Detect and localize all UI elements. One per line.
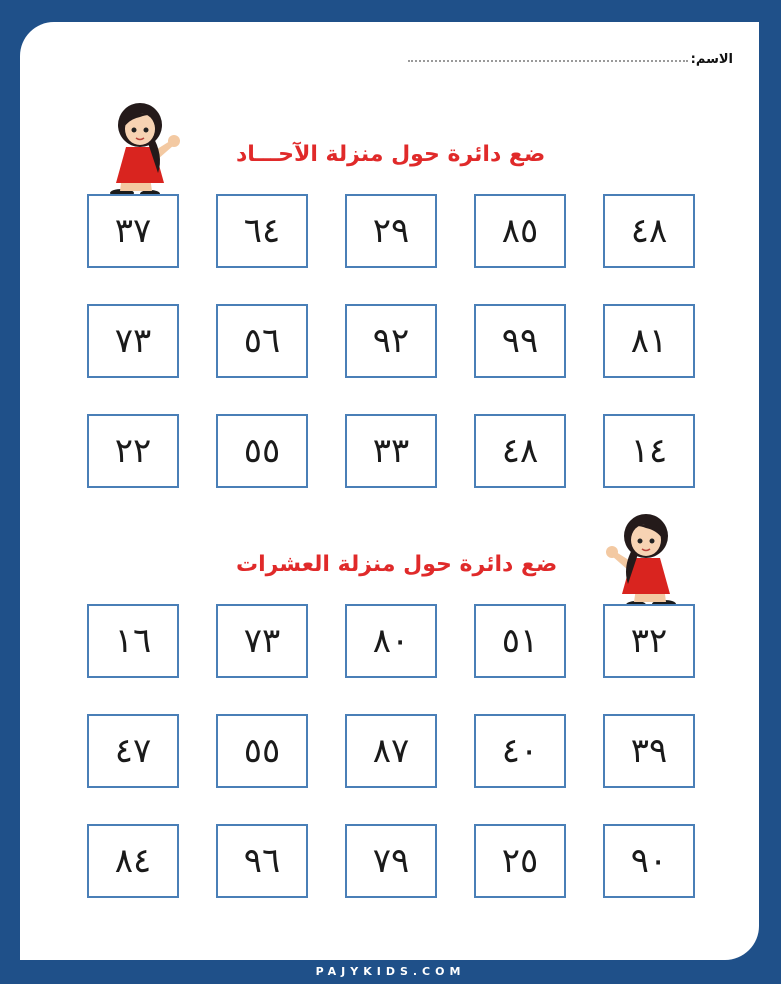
number-box[interactable]: ١٤ (603, 414, 695, 488)
number-box[interactable]: ٣٢ (603, 604, 695, 678)
number-box[interactable]: ٥٥ (216, 414, 308, 488)
number-box[interactable]: ٤٧ (87, 714, 179, 788)
number-box[interactable]: ٩٦ (216, 824, 308, 898)
number-box[interactable]: ٥٦ (216, 304, 308, 378)
girl-icon (100, 95, 190, 200)
number-box[interactable]: ٨٥ (474, 194, 566, 268)
number-box[interactable]: ٩٩ (474, 304, 566, 378)
number-box[interactable]: ٨٤ (87, 824, 179, 898)
number-box[interactable]: ١٦ (87, 604, 179, 678)
section2-grid (86, 604, 695, 900)
number-box[interactable]: ٤٨ (474, 414, 566, 488)
number-box[interactable]: ٨٧ (345, 714, 437, 788)
name-input-line[interactable] (408, 60, 688, 62)
girl-illustration-1 (100, 95, 190, 204)
number-box[interactable]: ٤٠ (474, 714, 566, 788)
number-box[interactable]: ٧٩ (345, 824, 437, 898)
girl-illustration-2 (596, 506, 686, 615)
number-box[interactable]: ٥١ (474, 604, 566, 678)
number-box[interactable]: ٣٧ (87, 194, 179, 268)
number-box[interactable]: ٤٨ (603, 194, 695, 268)
number-box[interactable]: ٨٠ (345, 604, 437, 678)
section2-heading: ضع دائرة حول منزلة العشرات (236, 552, 558, 577)
number-box[interactable]: ٦٤ (216, 194, 308, 268)
number-box[interactable]: ٢٥ (474, 824, 566, 898)
number-box[interactable]: ٢٩ (345, 194, 437, 268)
number-box[interactable]: ٧٣ (216, 604, 308, 678)
number-box[interactable]: ٣٣ (345, 414, 437, 488)
number-box[interactable]: ٢٢ (87, 414, 179, 488)
number-box[interactable]: ٥٥ (216, 714, 308, 788)
number-box[interactable]: ٣٩ (603, 714, 695, 788)
number-box[interactable]: ٩٢ (345, 304, 437, 378)
number-box[interactable]: ٧٣ (87, 304, 179, 378)
girl-icon (596, 506, 686, 611)
footer-website: PAJYKIDS.COM (315, 965, 466, 978)
section1-heading: ضع دائرة حول منزلة الآحـــاد (236, 142, 546, 167)
section1-grid (86, 194, 695, 490)
name-label: الاسم: (690, 52, 733, 67)
number-box[interactable]: ٩٠ (603, 824, 695, 898)
number-box[interactable]: ٨١ (603, 304, 695, 378)
